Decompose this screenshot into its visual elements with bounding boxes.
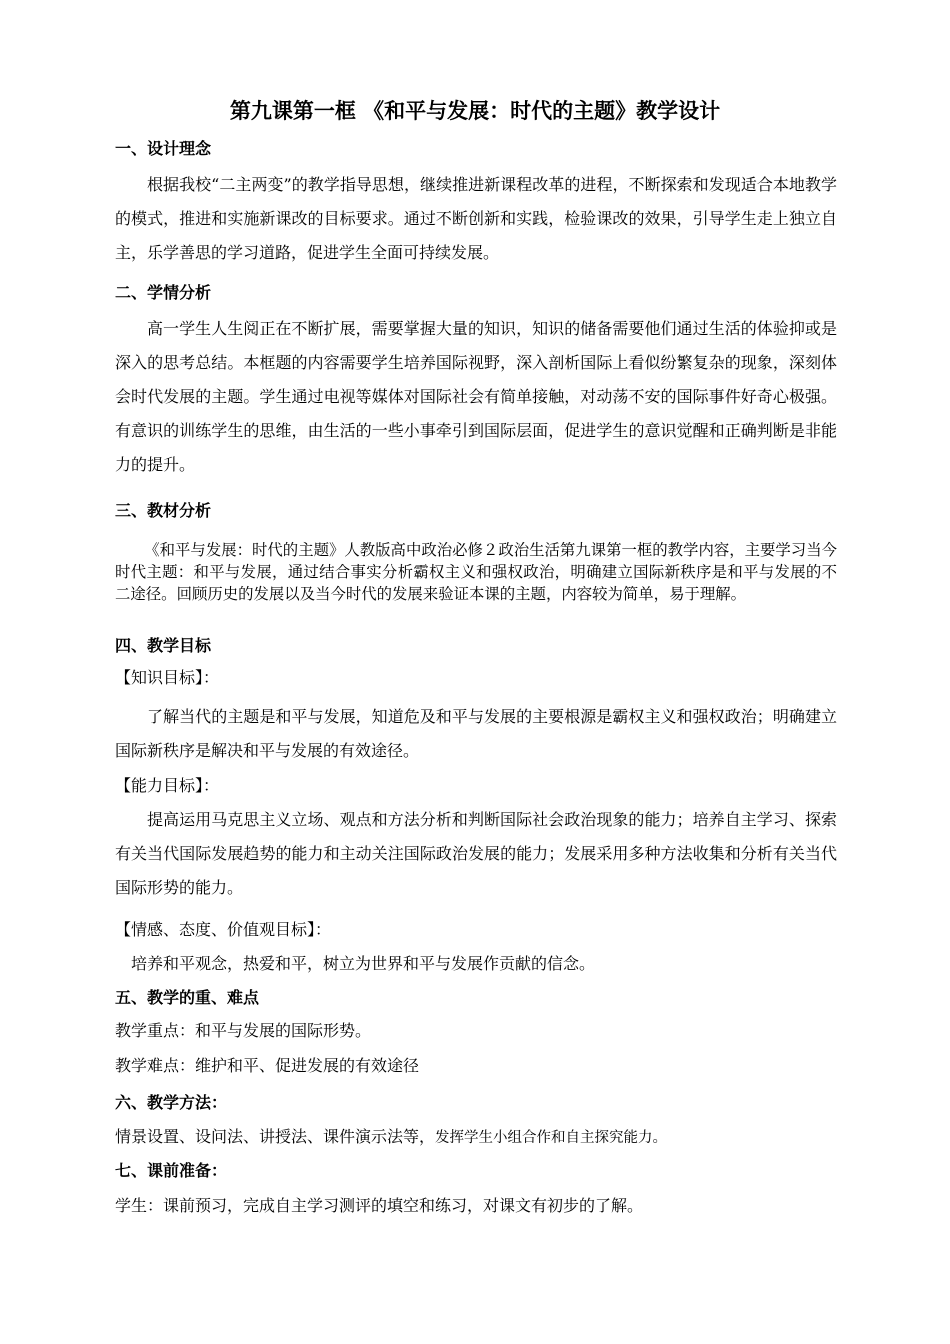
- teaching-methods-text: [115, 1126, 667, 1149]
- emotion-objective-text: 培养和平观念，热爱和平，树立为世界和平与发展作贡献的信念。: [131, 954, 596, 973]
- design-concept-paragraph: 根据我校“二主两变”的教学指导思想，继续推进新课程改革的进程，不断探索和发现适合本地教学的模式，推进和实施新课改的目标要求。通过不断创新和实践，检验课改的效果，引导学生走上独立自主，乐学善思的学习道路，促进学生全面可持续发展。: [115, 175, 837, 262]
- ability-objective-label: 【能力目标】：: [115, 776, 220, 795]
- student-preparation-text: 学生：课前预习，完成自主学习测评的填空和练习，对课文有初步的了解。: [115, 1196, 644, 1215]
- ability-objective-paragraph: 提高运用马克思主义立场、观点和方法分析和判断国际社会政治现象的能力；培养自主学习、探索有关当代国际发展趋势的能力和主动关注国际政治发展的能力；发展采用多种方法收集和分析有关当代国际形势的能力。: [115, 810, 837, 897]
- section-heading-student-analysis: 二、学情分析: [115, 283, 212, 302]
- difficult-point-text: 教学难点：维护和平、促进发展的有效途径: [115, 1056, 420, 1075]
- section-heading-teaching-methods: 六、教学方法：: [115, 1093, 228, 1112]
- key-point-text: 教学重点：和平与发展的国际形势。: [115, 1021, 372, 1040]
- student-analysis-paragraph: 高一学生人生阅正在不断扩展，需要掌握大量的知识，知识的储备需要他们通过生活的体验抑或是深入的思考总结。本框题的内容需要学生培养国际视野，深入剖析国际上看似纷繁复杂的现象，深刻体会时代发展的主题。学生通过电视等媒体对国际社会有简单接触，对动荡不安的国际事件好奇心极强。有意识的训练学生的思维，由生活的一些小事牵引到国际层面，促进学生的意识觉醒和正确判断是非能力的提升。: [115, 319, 837, 474]
- section-heading-design-concept: 一、设计理念: [115, 139, 212, 158]
- section-heading-preparation: 七、课前准备：: [115, 1161, 228, 1180]
- teaching-methods-main: 情景设置、设问法、讲授法、课件演示法等，: [115, 1127, 436, 1146]
- teaching-methods-tail: 发挥学生小组合作和自主探究能力。: [435, 1130, 668, 1146]
- knowledge-objective-paragraph: 了解当代的主题是和平与发展，知道危及和平与发展的主要根源是霸权主义和强权政治；明确建立国际新秩序是解决和平与发展的有效途径。: [115, 707, 837, 760]
- emotion-objective-label: 【情感、态度、价值观目标】：: [115, 920, 332, 939]
- section-heading-teaching-objectives: 四、教学目标: [115, 636, 212, 655]
- section-heading-key-difficult-points: 五、教学的重、难点: [115, 988, 260, 1007]
- knowledge-objective-label: 【知识目标】：: [115, 668, 220, 687]
- textbook-analysis-paragraph: 《和平与发展：时代的主题》人教版高中政治必修２政治生活第九课第一框的教学内容，主要学习当今时代主题：和平与发展，通过结合事实分析霸权主义和强权政治，明确建立国际新秩序是和平与发展的不二途径。回顾历史的发展以及当今时代的发展来验证本课的主题，内容较为简单，易于理解。: [115, 541, 837, 603]
- document-title: 第九课第一框 《和平与发展：时代的主题》教学设计: [229, 99, 721, 123]
- section-heading-textbook-analysis: 三、教材分析: [115, 501, 212, 520]
